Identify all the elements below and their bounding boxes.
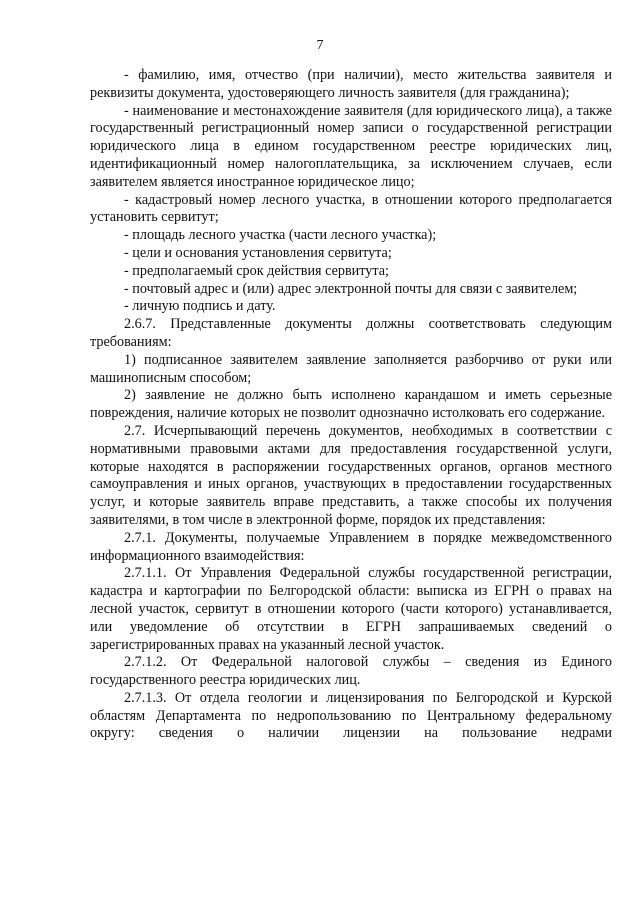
section-2-6-7: 2.6.7. Представленные документы должны соответствовать следующим требованиям: [90,316,612,350]
list-item-cadastral-number: - кадастровый номер лесного участка, в отношении которого предполагается установить сервитут; [90,191,612,226]
list-item-applicant-legal-entity: - наименование и местонахождение заявителя (для юридического лица), а также государственный регистрационный номер записи о государственной регистрации юридического лица в едином государственном реестре юридических лиц, идентификационный номер налогоплательщика, за исключением случаев, если заявителем является иностранное юридическое лицо; [90,102,612,190]
list-item-term: - предполагаемый срок действия сервитута; [124,262,389,279]
list-item-applicant-person: - фамилию, имя, отчество (при наличии), место жительства заявителя и реквизиты документа, удостоверяющего личность заявителя (для гражданина); [90,67,612,101]
section-2-7-1-1: 2.7.1.1. От Управления Федеральной службы государственной регистрации, кадастра и картографии по Белгородской области: выписка из ЕГРН о правах на лесной участок, сервитут в отношении которого (части которого) устанавливается, или уведомление об отсутствии в ЕГРН запрашиваемых сведений о зарегистрированных правах на указанный лесной участок. [90,565,612,653]
list-item-address: - почтовый адрес и (или) адрес электронной почты для связи с заявителем; [124,280,578,297]
list-item-signature: - личную подпись и дату. [124,298,276,315]
section-2-7: 2.7. Исчерпывающий перечень документов, необходимых в соответствии с нормативными правовыми актами для предоставления государственной услуги, которые находятся в распоряжении государственных органов, органов местного самоуправления и иных органов, участвующих в предоставлении государственных услуг, и которые заявитель вправе представить, а также способы их получения заявителями, в том числе в электронной форме, порядок их представления: [90,422,612,528]
document-body [90,67,612,743]
section-2-7-1-2: 2.7.1.2. От Федеральной налоговой службы – сведения из Единого государственного реестра юридических лиц. [90,654,612,689]
list-item-area: - площадь лесного участка (части лесного участка); [124,227,437,244]
page-number: 7 [316,38,324,53]
list-item-purposes: - цели и основания установления сервитута; [124,244,392,261]
section-2-7-1: 2.7.1. Документы, получаемые Управлением в порядке межведомственного информационного взаимодействия: [90,529,612,564]
section-2-7-1-3: 2.7.1.3. От отдела геологии и лицензирования по Белгородской и Курской областям Департамента по недропользованию по Центральному федеральному округу: сведения о наличии лицензии на пользование недрами [90,689,612,742]
requirement-1: 1) подписанное заявителем заявление заполняется разборчиво от руки или машинописным способом; [90,351,612,386]
requirement-2: 2) заявление не должно быть исполнено карандашом и иметь серьезные повреждения, наличие которых не позволит однозначно истолковать его содержание. [90,387,612,422]
